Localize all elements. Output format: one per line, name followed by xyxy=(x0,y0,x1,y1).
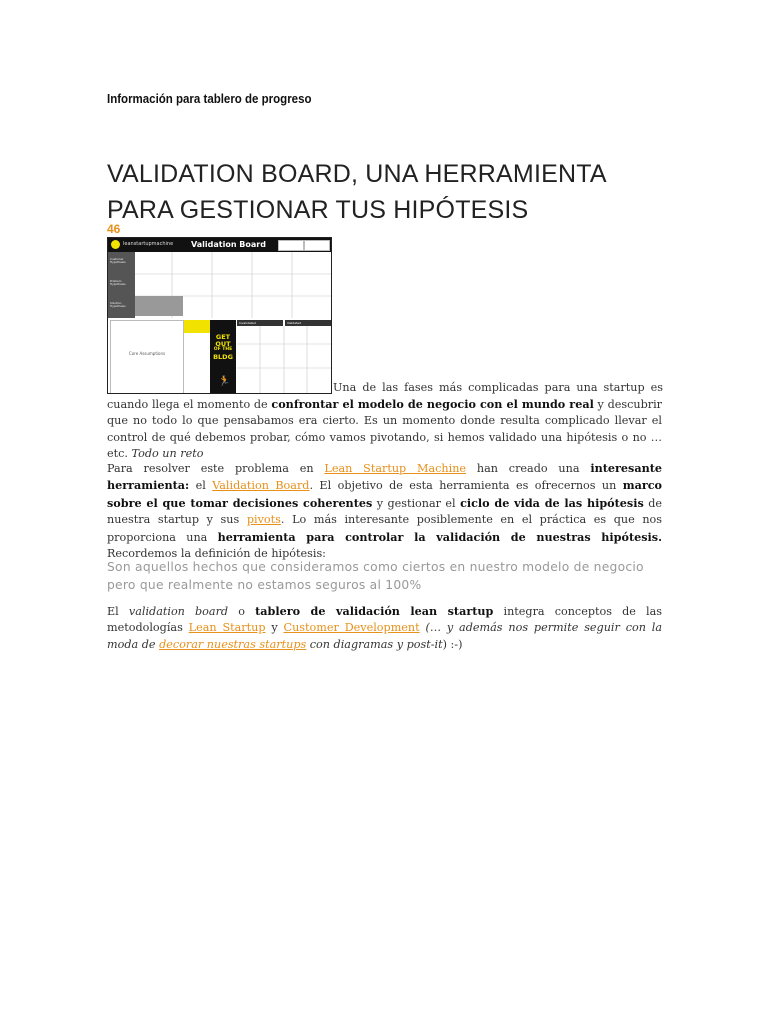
customer-development-link[interactable]: Customer Development xyxy=(283,621,420,635)
p3-italic-f: con diagramas y post-it xyxy=(306,637,443,651)
p1-bold: confrontar el modelo de negocio con el mundo real xyxy=(271,397,594,411)
board-team-box xyxy=(304,240,330,251)
runner-icon: 🏃 xyxy=(218,376,231,387)
hypothesis-definition-quote: Son aquellos hechos que consideramos como ciertos en nuestro modelo de negocio pero que realmente no estamos seguros al 100% xyxy=(107,560,644,592)
pivots-link[interactable]: pivots xyxy=(246,513,281,527)
lsm-logo-icon xyxy=(111,240,120,249)
p1-text-b: cuando llega el momento de xyxy=(107,398,272,411)
board-col-validated: Validated xyxy=(287,321,301,325)
p2-text-h: Recordemos la definición de hipótesis: xyxy=(107,547,326,561)
board-getout-column xyxy=(210,320,236,393)
p2-text-b: han creado una xyxy=(466,462,591,475)
p2-text-d: . El objetivo de esta herramienta es ofrecernos un xyxy=(309,479,623,493)
p3-italic-e: (… y además nos permite seguir con la moda de xyxy=(107,621,662,651)
p2-text-g: . Lo más interesante posiblemente en el práctica es que nos proporciona una xyxy=(107,513,662,544)
p3-italic-a: validation board xyxy=(128,605,229,618)
p3-text-d: y xyxy=(265,621,284,635)
board-label-problem: Problem Hypothesis xyxy=(110,279,126,286)
getout-line-2: OUT xyxy=(215,339,231,348)
p2-bold-d: marco sobre el que tomar decisiones coherentes xyxy=(107,478,662,510)
getout-text xyxy=(210,334,236,360)
title-line-1: VALIDATION BOARD, UNA HERRAMIENTA xyxy=(107,160,607,188)
getout-line-4: BLDG xyxy=(213,352,233,361)
p2-text-f: de nuestra startup y sus xyxy=(107,496,662,527)
p3-text-a: El xyxy=(107,605,129,618)
page-number-badge: 46 xyxy=(107,222,121,236)
board-label-customer: Customer Hypothesis xyxy=(110,257,126,264)
title-line-2: PARA GESTIONAR TUS HIPÓTESIS xyxy=(107,196,529,224)
board-brand: leanstartupmachine xyxy=(123,241,174,247)
board-col-invalidated: Invalidated xyxy=(239,321,256,325)
board-header-bar xyxy=(108,238,331,252)
board-core-assumptions xyxy=(110,320,184,394)
board-riskiest-assumption xyxy=(184,320,210,333)
getout-line-1: GET xyxy=(215,333,231,341)
board-date-box xyxy=(278,240,304,251)
lean-startup-link[interactable]: Lean Startup xyxy=(188,621,266,635)
p2-text-e: y gestionar el xyxy=(372,496,461,510)
p2-text-a: Para resolver este problema en xyxy=(107,462,325,475)
getout-line-3: OF THE xyxy=(213,347,233,352)
decorar-startups-link[interactable]: decorar nuestras startups xyxy=(159,637,307,651)
lean-startup-machine-link[interactable]: Lean Startup Machine xyxy=(324,462,467,475)
paragraph-3 xyxy=(107,603,662,653)
p1-italic: Todo un reto xyxy=(131,447,204,461)
p3-text-c: integra conceptos de las metodologías xyxy=(107,605,662,635)
board-label-solution: Solution Hypothesis xyxy=(110,301,126,308)
validation-board-image xyxy=(107,237,332,394)
paragraph-2 xyxy=(107,460,662,562)
p2-bold-e: ciclo de vida de las hipótesis xyxy=(460,495,644,510)
p2-text-c: el xyxy=(189,479,213,493)
p3-bold-b: tablero de validación lean startup xyxy=(255,604,494,618)
p3-text-b: o xyxy=(228,605,256,618)
paragraph-1 xyxy=(107,396,662,463)
p1-text-c: y descubrir que no todo lo que pensabamos era cierto. Es un momento donde resulta complicado llevar el control de qué debemos probar, cómo vamos pivotando, si hemos validado una hipótesis o no …etc. xyxy=(107,398,662,461)
validation-board-link[interactable]: Validation Board xyxy=(212,479,310,493)
board-results-grid xyxy=(237,320,331,393)
page-kicker: Información para tablero de progreso xyxy=(107,92,312,106)
board-shaded-cell xyxy=(135,296,183,316)
board-title: Validation Board xyxy=(191,240,266,249)
board-hypothesis-column xyxy=(108,252,135,318)
p2-bold-g: herramienta para controlar la validación de nuestras hipótesis. xyxy=(217,529,662,544)
article-title xyxy=(107,156,667,228)
core-assumptions-label: Core Assumptions xyxy=(128,351,166,356)
paragraph-1-first-line: Una de las fases más complicadas para una startup es xyxy=(333,381,663,394)
p2-bold-b: interesante herramienta: xyxy=(107,461,663,493)
p3-text-g: ) :-) xyxy=(442,637,463,651)
